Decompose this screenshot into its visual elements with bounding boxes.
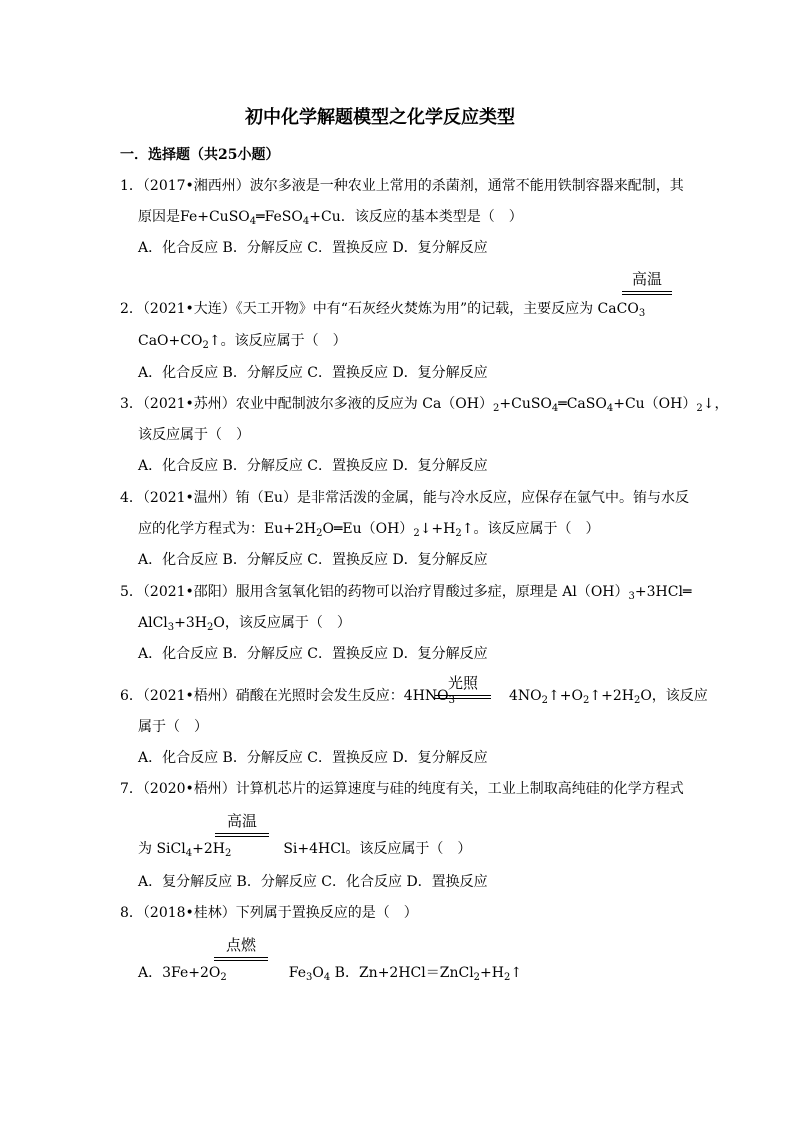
question-2-line-1: 2．（2021•大连）《天工开物》中有“石灰经火焚炼为用”的记载，主要反应为 CaCO$_3$ [120, 301, 646, 319]
question-5-options[interactable]: A．化合反应 B．分解反应 C．置换反应 D．复分解反应 [138, 646, 488, 662]
page-title: 初中化学解题模型之化学反应类型 [245, 107, 515, 128]
question-5-line-1: 5．（2021•邵阳）服用含氢氧化铝的药物可以治疗胃酸过多症，原理是 $Al(OH)_3+3HCl═$ [120, 584, 692, 602]
question-3-line-1: 3．（2021•苏州）农业中配制波尔多液的反应为 $Ca(OH)_2+CuSO_4═CaSO_4+Cu(OH)_2↓$， [120, 396, 729, 414]
condition-line [214, 957, 268, 958]
condition-line [214, 960, 268, 961]
condition-line [215, 833, 269, 834]
condition-label: 高温 [226, 812, 257, 830]
question-1-line-1: 1．（2017•湘西州）波尔多液是一种农业上常用的杀菌剂，通常不能用铁制容器来配制，其 [120, 178, 684, 194]
question-2-line-2: $CaO+CO_2↑$。该反应属于（ ） [138, 333, 347, 351]
condition-line [622, 291, 672, 292]
condition-line [622, 294, 672, 295]
condition-label: 点燃 [225, 936, 256, 954]
question-7-line-1: 7．（2020•梧州）计算机芯片的运算速度与硅的纯度有关，工业上制取高纯硅的化学方程式 [120, 781, 684, 797]
question-4-line-2: 应的化学方程式为：$Eu+2H_2O═Eu(OH)_2↓+H_2↑$。该反应属于（ ） [138, 521, 600, 539]
condition-label: 光照 [447, 674, 478, 692]
question-2-options[interactable]: A．化合反应 B．分解反应 C．置换反应 D．复分解反应 [138, 365, 488, 381]
question-6-line-2: 属于（ ） [138, 719, 208, 735]
question-6-options[interactable]: A．化合反应 B．分解反应 C．置换反应 D．复分解反应 [138, 750, 488, 766]
question-7-line-2: 为 $SiCl_4+2H_2$ Si+4HCl。该反应属于（ ） [138, 841, 472, 859]
question-1-line-2: 原因是Fe+CuSO$_4$═FeSO$_4$+Cu．该反应的基本类型是（ ） [138, 209, 523, 227]
reaction-condition [622, 270, 672, 296]
question-4-line-1: 4．（2021•温州）铕（Eu）是非常活泼的金属，能与冷水反应，应保存在氩气中。铕与水反 [120, 490, 690, 506]
question-8-option-line[interactable]: A．$3Fe+2O_2$ $Fe_3O_4$ B．$Zn+2HCl=ZnCl_2+H_2↑$ [138, 965, 523, 983]
question-4-options[interactable]: A．化合反应 B．分解反应 C．置换反应 D．复分解反应 [138, 552, 488, 568]
question-5-line-2: $AlCl_3+3H_2O$，该反应属于（ ） [138, 615, 351, 633]
question-3-line-2: 该反应属于（ ） [138, 427, 250, 443]
question-7-options[interactable]: A．复分解反应 B．分解反应 C．化合反应 D．置换反应 [138, 874, 488, 890]
question-6-line-1: 6．（2021•梧州）硝酸在光照时会发生反应：$4HNO_3$ $4NO_2↑+O_2↑+2H_2O$，该反应 [120, 688, 708, 706]
question-3-options[interactable]: A．化合反应 B．分解反应 C．置换反应 D．复分解反应 [138, 458, 488, 474]
section-heading: 一．选择题（共25小题） [120, 147, 280, 163]
question-8-line-1: 8．（2018•桂林）下列属于置换反应的是（ ） [120, 905, 418, 921]
condition-line [215, 836, 269, 837]
condition-label: 高温 [631, 270, 662, 288]
reaction-condition [214, 936, 268, 962]
reaction-condition [215, 812, 269, 838]
question-1-options[interactable]: A．化合反应 B．分解反应 C．置换反应 D．复分解反应 [138, 240, 488, 256]
